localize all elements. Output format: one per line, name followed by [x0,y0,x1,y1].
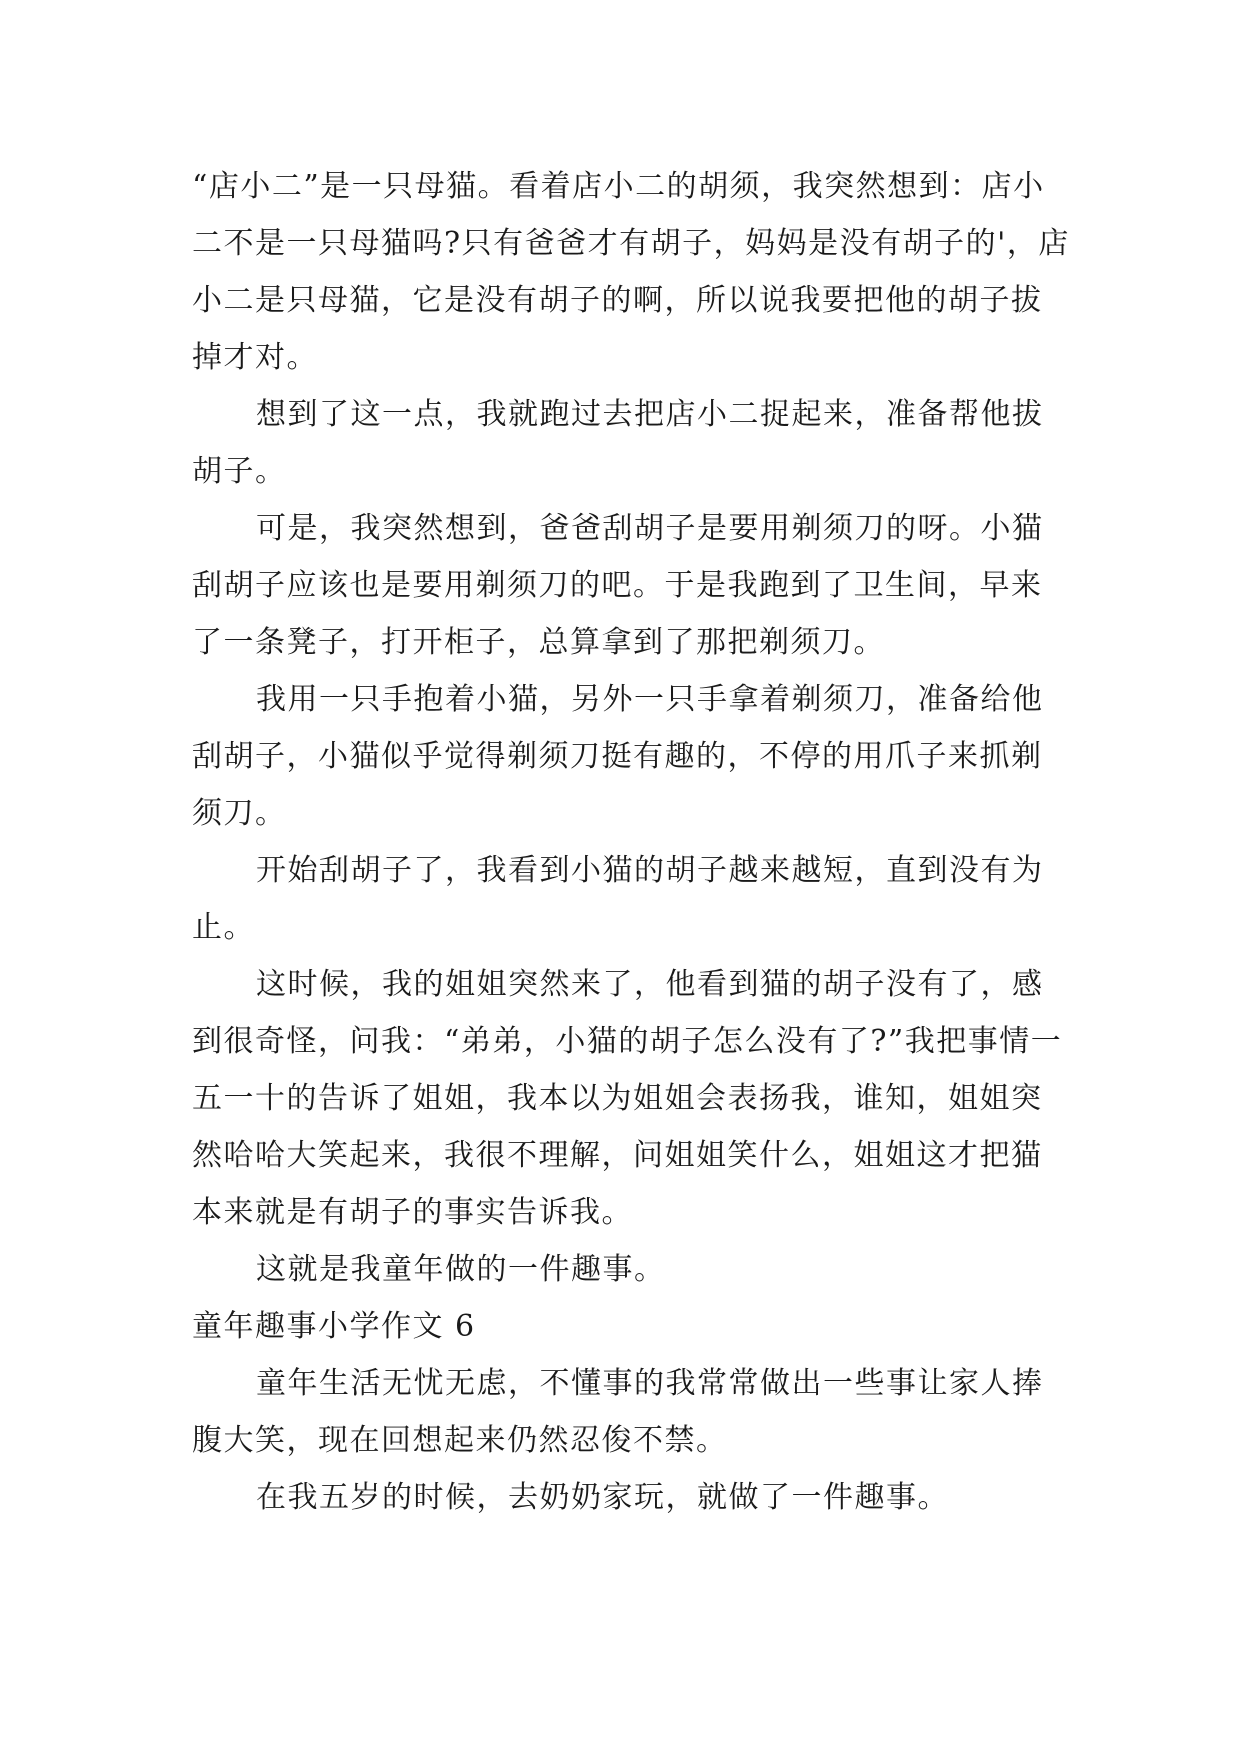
section-title: 童年趣事小学作文 6 [192,1309,476,1344]
paragraph: 开始刮胡子了，我看到小猫的胡子越来越短，直到没有为止。 [192,853,1044,945]
paragraph: 想到了这一点，我就跑过去把店小二捉起来，准备帮他拔胡子。 [192,397,1044,489]
paragraph: 童年生活无忧无虑，不懂事的我常常做出一些事让家人捧腹大笑，现在回想起来仍然忍俊不禁。 [192,1366,1044,1458]
paragraph: 这时候，我的姐姐突然来了，他看到猫的胡子没有了，感到很奇怪，问我：“弟弟，小猫的胡子怎么没有了?”我把事情一五一十的告诉了姐姐，我本以为姐姐会表扬我，谁知，姐姐突然哈哈大笑起来，我很不理解，问姐姐笑什么，姐姐这才把猫本来就是有胡子的事实告诉我。 [192,967,1063,1230]
paragraph: 可是，我突然想到，爸爸刮胡子是要用剃须刀的呀。小猫刮胡子应该也是要用剃须刀的吧。于是我跑到了卫生间，早来了一条凳子，打开柜子，总算拿到了那把剃须刀。 [192,511,1044,660]
paragraph-continued: “店小二”是一只母猫。看着店小二的胡须，我突然想到：店小二不是一只母猫吗?只有爸爸才有胡子，妈妈是没有胡子的'，店小二是只母猫，它是没有胡子的啊，所以说我要把他的胡子拔掉才对。 [192,169,1070,375]
paragraph: 在我五岁的时候，去奶奶家玩，就做了一件趣事。 [256,1480,949,1515]
paragraph: 这就是我童年做的一件趣事。 [256,1252,666,1287]
paragraph: 我用一只手抱着小猫，另外一只手拿着剃须刀，准备给他刮胡子，小猫似乎觉得剃须刀挺有趣的，不停的用爪子来抓剃须刀。 [192,682,1044,831]
document-body [192,158,1072,1526]
